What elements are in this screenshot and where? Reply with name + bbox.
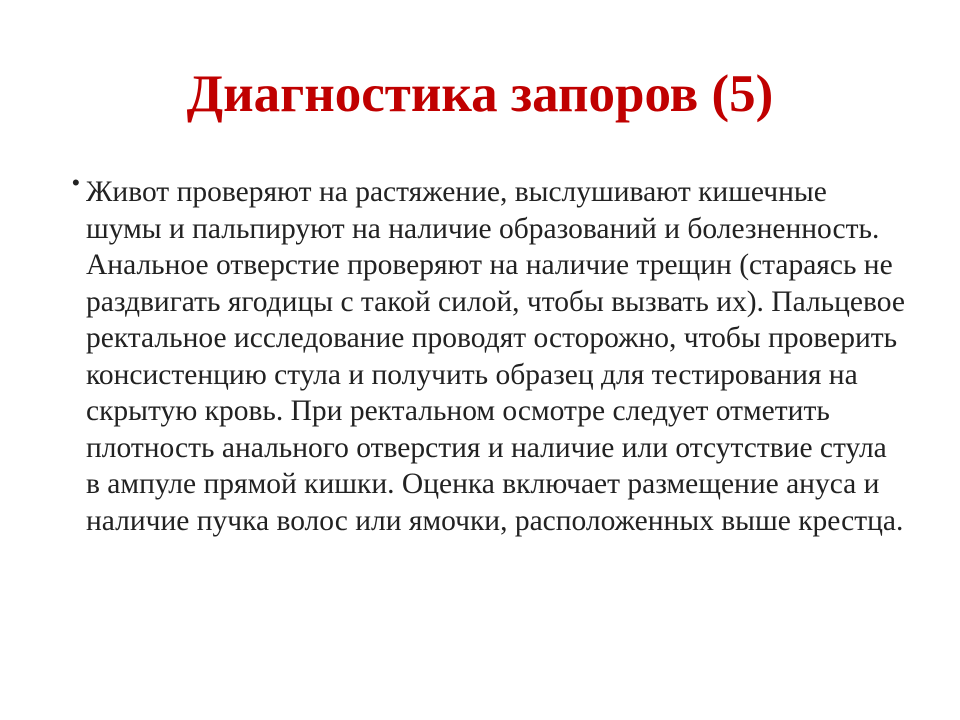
bullet-dot-icon: • — [72, 170, 80, 195]
slide-title: Диагностика запоров (5) — [186, 65, 774, 123]
bullet-item — [72, 170, 912, 539]
bullet-list — [72, 170, 912, 539]
bullet-text: Живот проверяют на растяжение, выслушивают кишечные шумы и пальпируют на наличие образований и болезненность. Анальное отверстие проверяют на наличие трещин (стараясь не раздвигать ягодицы с такой силой, чтобы вызвать их). Пальцевое ректальное исследование проводят осторожно, чтобы проверить консистенцию стула и получить образец для тестирования на скрытую кровь. При ректальном осмотре следует отметить плотность анального отверстия и наличие или отсутствие стула в ампуле прямой кишки. Оценка включает размещение ануса и наличие пучка волос или ямочки, расположенных выше крестца. — [86, 176, 905, 537]
